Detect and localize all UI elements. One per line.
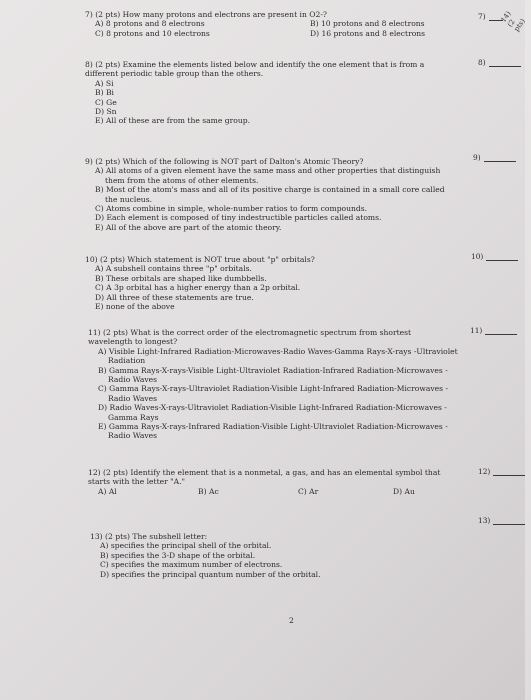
option: D) 16 protons and 8 electrons [310, 28, 426, 38]
option: A) Al [98, 486, 117, 496]
answer-label: 7) [478, 12, 486, 21]
option: A) Si [95, 78, 114, 88]
answer-label: 10) [471, 252, 484, 261]
option: B) specifies the 3-D shape of the orbital. [100, 550, 256, 560]
option: B) Most of the atom's mass and all of its positive charge is contained in a small core called the nucleus. [95, 185, 445, 204]
answer-blank[interactable] [486, 253, 518, 261]
question-7 [85, 10, 445, 38]
option: E) none of the above [95, 302, 175, 312]
question-8 [85, 60, 455, 126]
question-stem: 12) (2 pts) Identify the element that is a nonmetal, a gas, and has an elemental symbol that starts with the letter "A." [88, 468, 441, 487]
answer-12 [478, 467, 525, 476]
option: D) Each element is composed of tiny indestructible particles called atoms. [95, 213, 382, 223]
option: D) Au [393, 486, 415, 496]
answer-8 [478, 58, 521, 67]
option: B) Ac [198, 486, 219, 496]
question-12 [88, 468, 463, 496]
answer-blank[interactable] [489, 59, 521, 67]
question-11 [88, 328, 460, 441]
answer-blank[interactable] [484, 154, 516, 162]
answer-blank[interactable] [493, 468, 525, 476]
answer-13 [478, 516, 525, 525]
answer-9 [473, 153, 516, 162]
question-stem: 9) (2 pts) Which of the following is NOT part of Dalton's Atomic Theory? [85, 157, 364, 166]
option: A) All atoms of a given element have the same mass and other properties that distinguish them from the atoms of other elements. [95, 166, 441, 185]
answer-label: 9) [473, 153, 481, 162]
answer-label: 13) [478, 516, 491, 525]
corner-mark: 14) (2 pts) [499, 9, 527, 34]
answer-7 [478, 12, 503, 21]
option: B) Bi [95, 88, 114, 98]
options-row [88, 487, 463, 496]
options-grid [85, 19, 445, 38]
question-stem: 7) (2 pts) How many protons and electrons are present in O2-? [85, 10, 327, 19]
answer-11 [470, 326, 517, 335]
option: E) Gamma Rays-X-rays-Infrared Radiation-Visible Light-Ultraviolet Radiation-Microwaves -Radio Waves [98, 422, 448, 441]
option: A) Visible Light-Infrared Radiation-Microwaves-Radio Waves-Gamma Rays-X-rays -Ultraviolet Radiation [98, 346, 458, 366]
option: B) 10 protons and 8 electrons [310, 19, 425, 29]
question-stem: 13) (2 pts) The subshell letter: [90, 532, 208, 541]
question-stem: 10) (2 pts) Which statement is NOT true about "p" orbitals? [85, 255, 315, 264]
question-13 [90, 532, 430, 579]
option: D) specifies the principal quantum number of the orbital. [100, 569, 321, 579]
question-10 [85, 255, 455, 311]
answer-blank[interactable] [493, 517, 525, 525]
option: A) specifies the principal shell of the orbital. [100, 541, 272, 551]
question-9 [85, 157, 455, 232]
option: A) 8 protons and 8 electrons [95, 19, 205, 29]
option: B) These orbitals are shaped like dumbbells. [95, 273, 267, 283]
option: D) Radio Waves-X-rays-Ultraviolet Radiation-Visible Light-Infrared Radiation-Microwaves -Gamma Rays [98, 403, 447, 422]
option: C) 8 protons and 10 electrons [95, 28, 210, 38]
page-number: 2 [289, 616, 294, 625]
question-stem: 8) (2 pts) Examine the elements listed below and identify the one element that is from a different periodic table group than the others. [85, 60, 425, 79]
option: E) All of these are from the same group. [95, 116, 251, 126]
option: C) Ar [298, 486, 319, 496]
answer-blank[interactable] [485, 327, 517, 335]
option: D) All three of these statements are true. [95, 292, 254, 302]
option: D) Sn [95, 107, 117, 117]
option: A) A subshell contains three "p" orbitals. [95, 264, 252, 274]
option: C) Ge [95, 97, 117, 107]
answer-label: 8) [478, 58, 486, 67]
answer-label: 11) [470, 326, 483, 335]
answer-blank[interactable] [489, 13, 503, 21]
option: B) Gamma Rays-X-rays-Visible Light-Ultraviolet Radiation-Infrared Radiation-Microwaves -Radio Waves [98, 365, 448, 385]
option: C) specifies the maximum number of electrons. [100, 560, 283, 570]
option: E) All of the above are part of the atomic theory. [95, 222, 282, 232]
option: C) A 3p orbital has a higher energy than a 2p orbital. [95, 283, 301, 293]
answer-label: 12) [478, 467, 491, 476]
option: C) Gamma Rays-X-rays-Ultraviolet Radiation-Visible Light-Infrared Radiation-Microwaves -Radio Waves [98, 384, 449, 403]
answer-10 [471, 252, 518, 261]
question-stem: 11) (2 pts) What is the correct order of the electromagnetic spectrum from shortest wavelength to longest? [88, 328, 412, 347]
option: C) Atoms combine in simple, whole-number ratios to form compounds. [95, 204, 368, 214]
